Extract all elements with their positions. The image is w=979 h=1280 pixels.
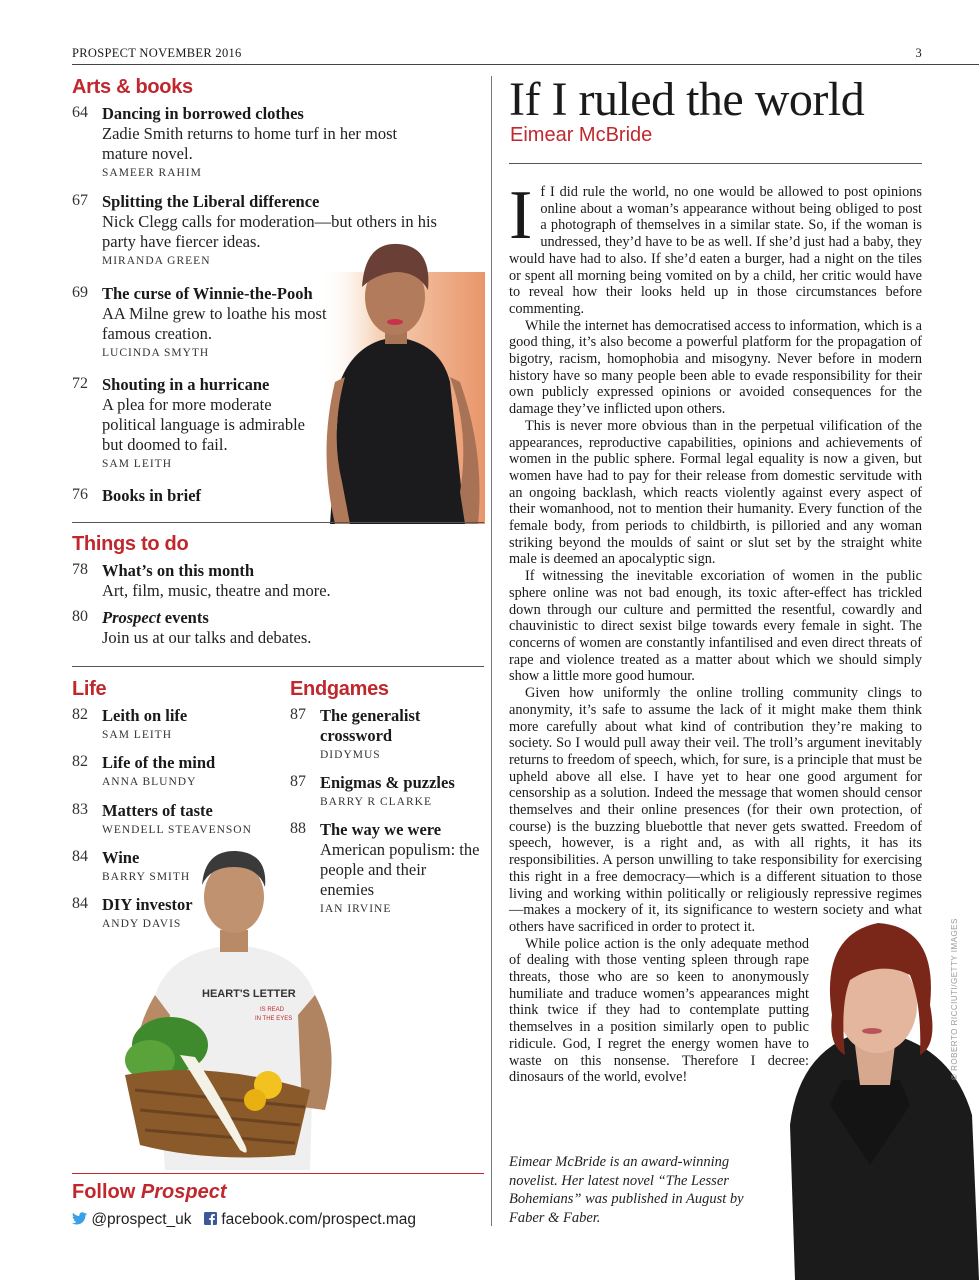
paragraph: This is never more obvious than in the perpetual vilification of the appearances, reproductive capabilities, opinions and achievements of women in the public sphere. Formal legal equality is now a given, but women have had to pay for their release from domestic servitude with an ongoing backlash, which reacts violently against every aspect of their womanhood, not to mention their humanity. Every function of the female body, from periods to childbirth, is pilloried and any woman striking beyond the moulds of saint or slut set by the straight white male is deemed an apocalyptic sign. xyxy=(509,417,922,568)
column-byline: Eimear McBride xyxy=(510,124,653,146)
page-number: 3 xyxy=(915,46,922,60)
tshirt-text: HEART'S LETTER xyxy=(202,988,296,1000)
entry-title: The generalist xyxy=(320,706,421,725)
entry-author: WENDELL STEAVENSON xyxy=(102,824,252,836)
entry-title: Shouting in a hurricane xyxy=(102,375,270,394)
page-ref: 84 xyxy=(72,848,88,865)
entry-title: Books in brief xyxy=(102,486,202,505)
column-title: If I ruled the world xyxy=(509,73,865,126)
entry-title: The curse of Winnie-the-Pooh xyxy=(102,284,313,303)
gardener-photo xyxy=(110,845,350,1170)
entry-author: SAM LEITH xyxy=(102,729,173,741)
follow-heading xyxy=(72,1181,226,1204)
entry-desc: Join us at our talks and debates. xyxy=(102,628,312,647)
life-heading: Life xyxy=(72,678,107,700)
header-rule xyxy=(72,64,979,65)
entry-title: Wine xyxy=(102,848,140,867)
section-rule xyxy=(72,666,484,667)
paragraph: While police action is the only adequate method of dealing with those venting spleen through rape threats, those who are so keen to anonymously humiliate and traduce women’s appearances might think twice if they had to contemplate putting themselves in a position similarly open to public ridicule. God, I regret the energy women have to waste on this nonsense. Therefore I decree: dinosaurs of the world, evolve! xyxy=(509,935,809,1086)
entry-author: SAM LEITH xyxy=(102,458,173,470)
things-heading: Things to do xyxy=(72,533,189,555)
entry-author: ANDY DAVIS xyxy=(102,918,182,930)
page-ref: 87 xyxy=(290,706,306,723)
entry-title: The way we were xyxy=(320,820,442,839)
entry-title: Enigmas & puzzles xyxy=(320,773,455,792)
twitter-icon xyxy=(72,1212,87,1225)
entry-desc: Art, film, music, theatre and more. xyxy=(102,581,331,600)
entry-title: Matters of taste xyxy=(102,801,213,820)
twitter-link[interactable] xyxy=(72,1211,192,1229)
entry-desc: Zadie Smith returns to home turf in her most mature novel. xyxy=(102,124,398,163)
twitter-handle: @prospect_uk xyxy=(91,1211,192,1228)
page-ref: 82 xyxy=(72,753,88,770)
paragraph: While the internet has democratised access to information, which is a good thing, it’s also become a powerful platform for the propagation of bigotry, racism, homophobia and misogyny. Never before in modern history have so many people been able to evade responsibility for their own publicly expressed opinions or avoided consequences for the damage they’ve inflicted upon others. xyxy=(509,317,922,418)
paragraph: f I did rule the world, no one would be allowed to post opinions online about a woman’s appearance without being obliged to post a photograph of themselves in a similar state. So, if the woman is undressed, they’d have to be as well. If she’d just had a baby, they would have had to also. If she’d eaten a burger, had a night on the tiles or spent all morning being vomited on by a child, her critic would have to reveal how their looks held up in those circumstances before commenting. xyxy=(509,184,922,317)
entry-author: MIRANDA GREEN xyxy=(102,255,211,267)
section-rule xyxy=(72,522,484,523)
entry-desc: AA Milne grew to loathe his most famous creation. xyxy=(102,304,327,343)
entry-desc: American populism: the people and their enemies xyxy=(320,840,480,899)
follow-brand: Prospect xyxy=(140,1181,227,1203)
tshirt-text-3: IN THE EYES xyxy=(255,1016,293,1022)
entry-title: Leith on life xyxy=(102,706,188,725)
entry-author: LUCINDA SMYTH xyxy=(102,347,210,359)
entry-desc: Nick Clegg calls for moderation—but others in his party have fiercer ideas. xyxy=(102,212,437,251)
page-ref: 76 xyxy=(72,486,88,503)
title-rule xyxy=(509,163,922,164)
entry-title: DIY investor xyxy=(102,895,193,914)
page-ref: 82 xyxy=(72,706,88,723)
page-ref: 88 xyxy=(290,820,306,837)
endgames-heading: Endgames xyxy=(290,678,389,700)
entry-author: BARRY SMITH xyxy=(102,871,191,883)
entry-author: IAN IRVINE xyxy=(320,903,392,915)
page-ref: 69 xyxy=(72,284,88,301)
follow-prefix: Follow xyxy=(72,1181,141,1203)
page-ref: 87 xyxy=(290,773,306,790)
page-ref: 78 xyxy=(72,561,88,578)
tshirt-text-2: IS READ xyxy=(260,1007,285,1013)
photo-credit: © ROBERTO RICCIUTI/GETTY IMAGES xyxy=(950,918,959,1080)
magazine-issue: PROSPECT NOVEMBER 2016 xyxy=(72,46,242,60)
entry-author: SAMEER RAHIM xyxy=(102,167,202,179)
facebook-icon xyxy=(204,1212,217,1225)
entry-author: DIDYMUS xyxy=(320,749,381,761)
entry-author: BARRY R CLARKE xyxy=(320,796,432,808)
facebook-url: facebook.com/prospect.mag xyxy=(221,1211,417,1228)
entry-title: Life of the mind xyxy=(102,753,216,772)
entry-title: Dancing in borrowed clothes xyxy=(102,104,304,123)
paragraph: If witnessing the inevitable excoriation of women in the public sphere online was not bad enough, its toxic after-effect has trickled down through our culture and permitted the resentful, cowardly and chauvinistic to direct sexist bilge towards every female in sight. The concerns of women are constantly infantilised and even direct threats of rape and violence treated as a matter about which we should simply show a little more good humour. xyxy=(509,568,922,685)
entry-desc: A plea for more moderate political language is admirable but doomed to fail. xyxy=(102,395,305,454)
facebook-link[interactable] xyxy=(204,1211,416,1229)
entry-title-rest: events xyxy=(160,608,209,627)
page-ref: 72 xyxy=(72,375,88,392)
paragraph: Given how uniformly the online trolling community clings to anonymity, it’s safe to assume the lack of it might make them think more carefully about what kind of contribution they’re making to society. So I would pull away their veil. The troll’s argument inevitably returns to freedom of speech, which, for sure, is a principle that must be upheld above all else. I have yet to hear one good argument for censorship as a solution. Indeed the message that women should censor themselves and their online presences (for their own protection, of course) is the buzzing bluebottle that never gets swatted. Freedom of speech, however, is a right and, as with all rights, it has its responsibilities. A person unwilling to take responsibility for exercising this right in a free democracy—which is a different situation to those living and working within politically or religiously repressive regimes—makes a mockery of it, its significance to western society and what others have sacrificed in order to protect it. xyxy=(509,685,922,935)
entry-title-em: Prospect xyxy=(102,608,161,627)
running-head xyxy=(72,46,922,64)
entry-title: Splitting the Liberal difference xyxy=(102,192,320,211)
zadie-smith-photo xyxy=(300,232,485,524)
entry-author: ANNA BLUNDY xyxy=(102,776,197,788)
page-ref: 80 xyxy=(72,608,88,625)
page-ref: 67 xyxy=(72,192,88,209)
page-ref: 84 xyxy=(72,895,88,912)
column-divider xyxy=(491,76,492,1226)
page-ref: 64 xyxy=(72,104,88,121)
author-bio: Eimear McBride is an award-winning novelist. Her latest novel “The Lesser Bohemians” was published in August by Faber & Faber. xyxy=(509,1154,744,1226)
drop-cap: I xyxy=(509,177,533,254)
arts-heading: Arts & books xyxy=(72,76,193,98)
column-body xyxy=(509,177,922,1086)
page-ref: 83 xyxy=(72,801,88,818)
entry-title xyxy=(102,608,209,628)
entry-title: What’s on this month xyxy=(102,561,255,580)
entry-title-line2: crossword xyxy=(320,726,393,745)
follow-rule xyxy=(72,1173,484,1174)
